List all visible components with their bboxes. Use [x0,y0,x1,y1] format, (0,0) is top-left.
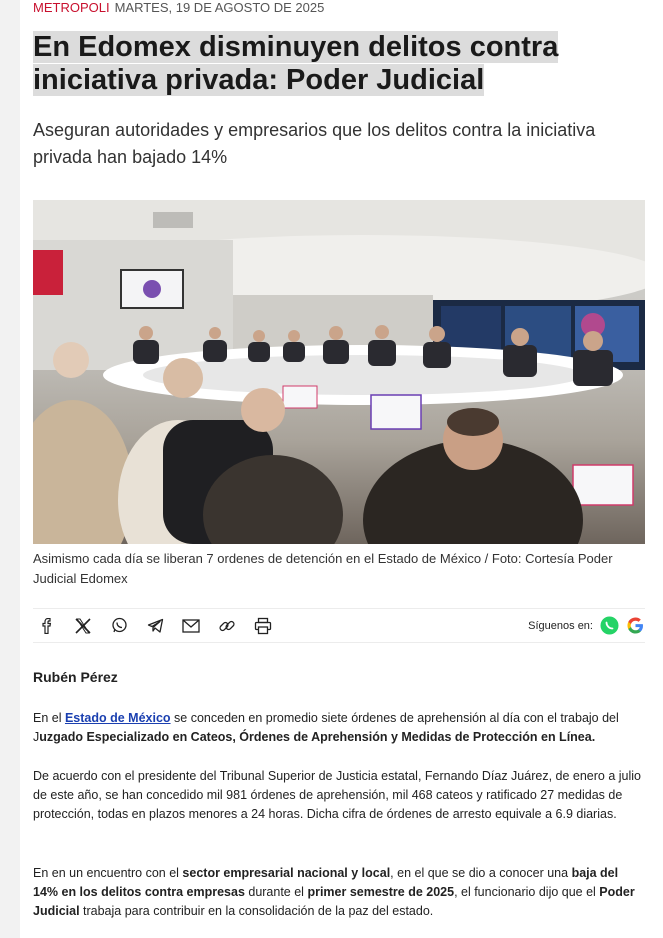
share-icons [33,615,274,637]
x-icon[interactable] [72,615,94,637]
facebook-icon[interactable] [36,615,58,637]
link-icon[interactable] [216,615,238,637]
p3-text-4: , el funcionario dijo que el [454,885,600,899]
share-bar [33,608,645,643]
article-meta [33,0,645,18]
body-paragraph-3 [33,864,645,921]
p1-bold-1: uzgado Especializado en Cateos, Órdenes de Aprehensión y Medidas de Protección en Línea. [39,730,596,744]
ceiling-vent [153,212,193,228]
print-icon[interactable] [252,615,274,637]
headline-line-2: iniciativa privada: Poder Judicial [33,64,485,96]
body-paragraph-2: De acuerdo con el presidente del Tribunal Superior de Justicia estatal, Fernando Díaz Juárez, de enero a julio de este año, se han concedido mil 981 órdenes de aprehensión, mil 468 cateos y ratificado 27 medidas de protección, todas en plazos menores a 24 horas. Dicha cifra de órdenes de arresto equivale a 6.9 diarias. [33,769,641,821]
meeting-room-photo [33,200,645,544]
follow-label: Síguenos en: [528,619,593,632]
screen-logo [143,280,161,298]
follow-us [528,616,645,636]
telegram-icon[interactable] [144,615,166,637]
p1-text-1: En el [33,711,65,725]
whatsapp-channel-icon[interactable] [599,616,619,636]
photo-caption: Asimismo cada día se liberan 7 ordenes de detención en el Estado de México / Foto: Cortesía Poder Judicial Edomex [33,551,613,586]
email-icon[interactable] [180,615,202,637]
google-news-icon[interactable] [625,616,645,636]
p3-bold-3: primer semestre de 2025 [307,885,455,899]
section-link[interactable]: METROPOLI [33,0,110,15]
p3-bold-4: Poder Judicial [33,885,635,918]
article-page [20,0,663,938]
p3-text-3: durante el [244,885,308,899]
subtitle: Aseguran autoridades y empresarios que los delitos contra la iniciativa privada han bajado 14% [33,120,596,167]
headline-line-1: En Edomex disminuyen delitos contra [33,31,559,63]
wall-banner [33,250,63,295]
body-paragraph-1 [33,709,645,747]
p3-bold-1: sector empresarial nacional y local [182,866,391,880]
publish-date: MARTES, 19 DE AGOSTO DE 2025 [114,0,325,15]
author-name: Rubén Pérez [33,669,118,685]
p3-text-1: En en un encuentro con el [33,866,183,880]
p3-bold-2: baja del 14% en los delitos contra empresas [33,866,619,899]
p3-text-5: trabaja para contribuir en la consolidación de la paz del estado. [79,904,434,918]
p3-text-2: , en el que se dio a conocer una [390,866,572,880]
article-photo[interactable] [33,200,645,544]
p1-text-2: se conceden en promedio siete órdenes de aprehensión al día con el trabajo del J [33,711,619,744]
estado-de-mexico-link[interactable]: Estado de México [64,711,171,725]
whatsapp-icon[interactable] [108,615,130,637]
headline [33,31,645,97]
